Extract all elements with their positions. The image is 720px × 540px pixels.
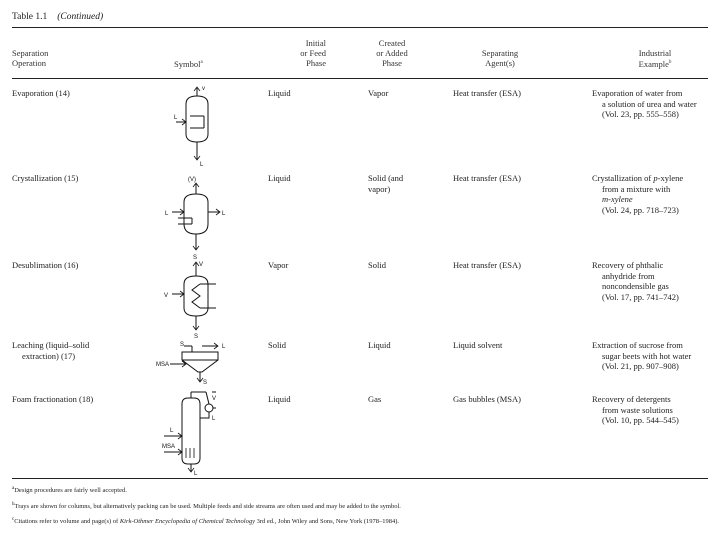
row-4-example: Extraction of sucrose from sugar beets with hot water (Vol. 21, pp. 907–908) [592, 340, 692, 371]
table-caption [12, 12, 103, 22]
row-3-initial: Vapor [268, 260, 289, 270]
row-5-initial: Liquid [268, 394, 291, 404]
footnote-a: $^a$Design procedures are fairly well accepted. [12, 486, 127, 495]
label-liquid-out: L [212, 416, 216, 422]
top-rule [12, 27, 708, 28]
row-2-agent: Heat transfer (ESA) [453, 173, 521, 183]
label-msa-in: MSA [156, 362, 170, 368]
label-solid-out: S [194, 334, 199, 340]
header-example: Industrial Example$^b$ [638, 48, 672, 69]
row-4-agent: Liquid solvent [453, 340, 503, 350]
header-created-phase: Created or Added Phase [376, 38, 408, 68]
label-liquid-out: L [200, 162, 204, 168]
label-liquid-out: L [222, 211, 226, 217]
evaporator-symbol [172, 84, 222, 172]
row-5-created: Gas [368, 394, 382, 404]
label-solid-out: S [193, 255, 198, 261]
row-3-example: Recovery of phthalic anhydride from noncondensible gas (Vol. 17, pp. 741–742) [592, 260, 679, 302]
row-1-initial: Liquid [268, 88, 291, 98]
label-liquid-in: L [170, 428, 174, 434]
row-2-created: Solid (and vapor) [368, 173, 404, 194]
row-2-initial: Liquid [268, 173, 291, 183]
label-vapor-out: (V) [188, 177, 196, 183]
label-msa-in: MSA [162, 444, 176, 450]
table-continued: (Continued) [57, 12, 104, 22]
table-label: Table 1.1 [12, 12, 48, 22]
crystallizer-symbol [160, 172, 232, 262]
label-liquid-out: L [222, 344, 226, 350]
row-4-created: Liquid [368, 340, 391, 350]
row-3-agent: Heat transfer (ESA) [453, 260, 521, 270]
bottom-rule [12, 478, 708, 479]
label-liquid-in: L [174, 115, 178, 121]
row-2-example: Crystallization of p-xylene from a mixture with m-xylene (Vol. 24, pp. 718–723) [592, 173, 684, 215]
row-1-created: Vapor [368, 88, 389, 98]
label-vapor-out: v [202, 86, 205, 92]
desublimator-symbol [162, 258, 228, 340]
footnote-c: $^c$Citations refer to volume and page(s) of Kirk-Othmer Encyclopedia of Chemical Technology 3rd ed., John Wiley and Sons, New York (1978–1984). [12, 517, 400, 526]
row-2-operation: Crystallization (15) [12, 173, 79, 183]
row-1-example: Evaporation of water from a solution of urea and water (Vol. 23, pp. 555–558) [592, 88, 697, 119]
row-5-operation: Foam fractionation (18) [12, 394, 94, 404]
row-1-operation: Evaporation (14) [12, 88, 70, 98]
label-vapor-out: V [199, 262, 204, 268]
leaching-symbol [156, 336, 240, 388]
label-solid-out: S [203, 380, 208, 386]
row-5-agent: Gas bubbles (MSA) [453, 394, 521, 404]
label-liquid-bottom: L [194, 471, 198, 477]
label-solid-in: S [180, 342, 185, 348]
row-3-operation: Desublimation (16) [12, 260, 79, 270]
row-5-example: Recovery of detergents from waste solutions (Vol. 10, pp. 544–545) [592, 394, 679, 425]
footnote-b: $^b$Trays are shown for columns, but alternatively packing can be used. Multiple feeds and side streams are often used and may be added to the symbol. [12, 502, 401, 511]
row-3-created: Solid [368, 260, 386, 270]
header-symbol: Symbol$^a$ [174, 58, 203, 69]
row-1-agent: Heat transfer (ESA) [453, 88, 521, 98]
header-rule [12, 78, 708, 79]
label-liquid-in: L [165, 211, 169, 217]
label-vapor-in: V [164, 293, 169, 299]
label-vapor-out: V [212, 396, 217, 402]
row-4-operation: Leaching (liquid–solid extraction) (17) [12, 340, 90, 361]
header-operation: Separation Operation [12, 48, 49, 68]
header-agent: Separating Agent(s) [481, 48, 519, 68]
header-initial-phase: Initial or Feed Phase [300, 38, 326, 68]
foam-column-symbol [160, 388, 230, 476]
row-4-initial: Solid [268, 340, 286, 350]
